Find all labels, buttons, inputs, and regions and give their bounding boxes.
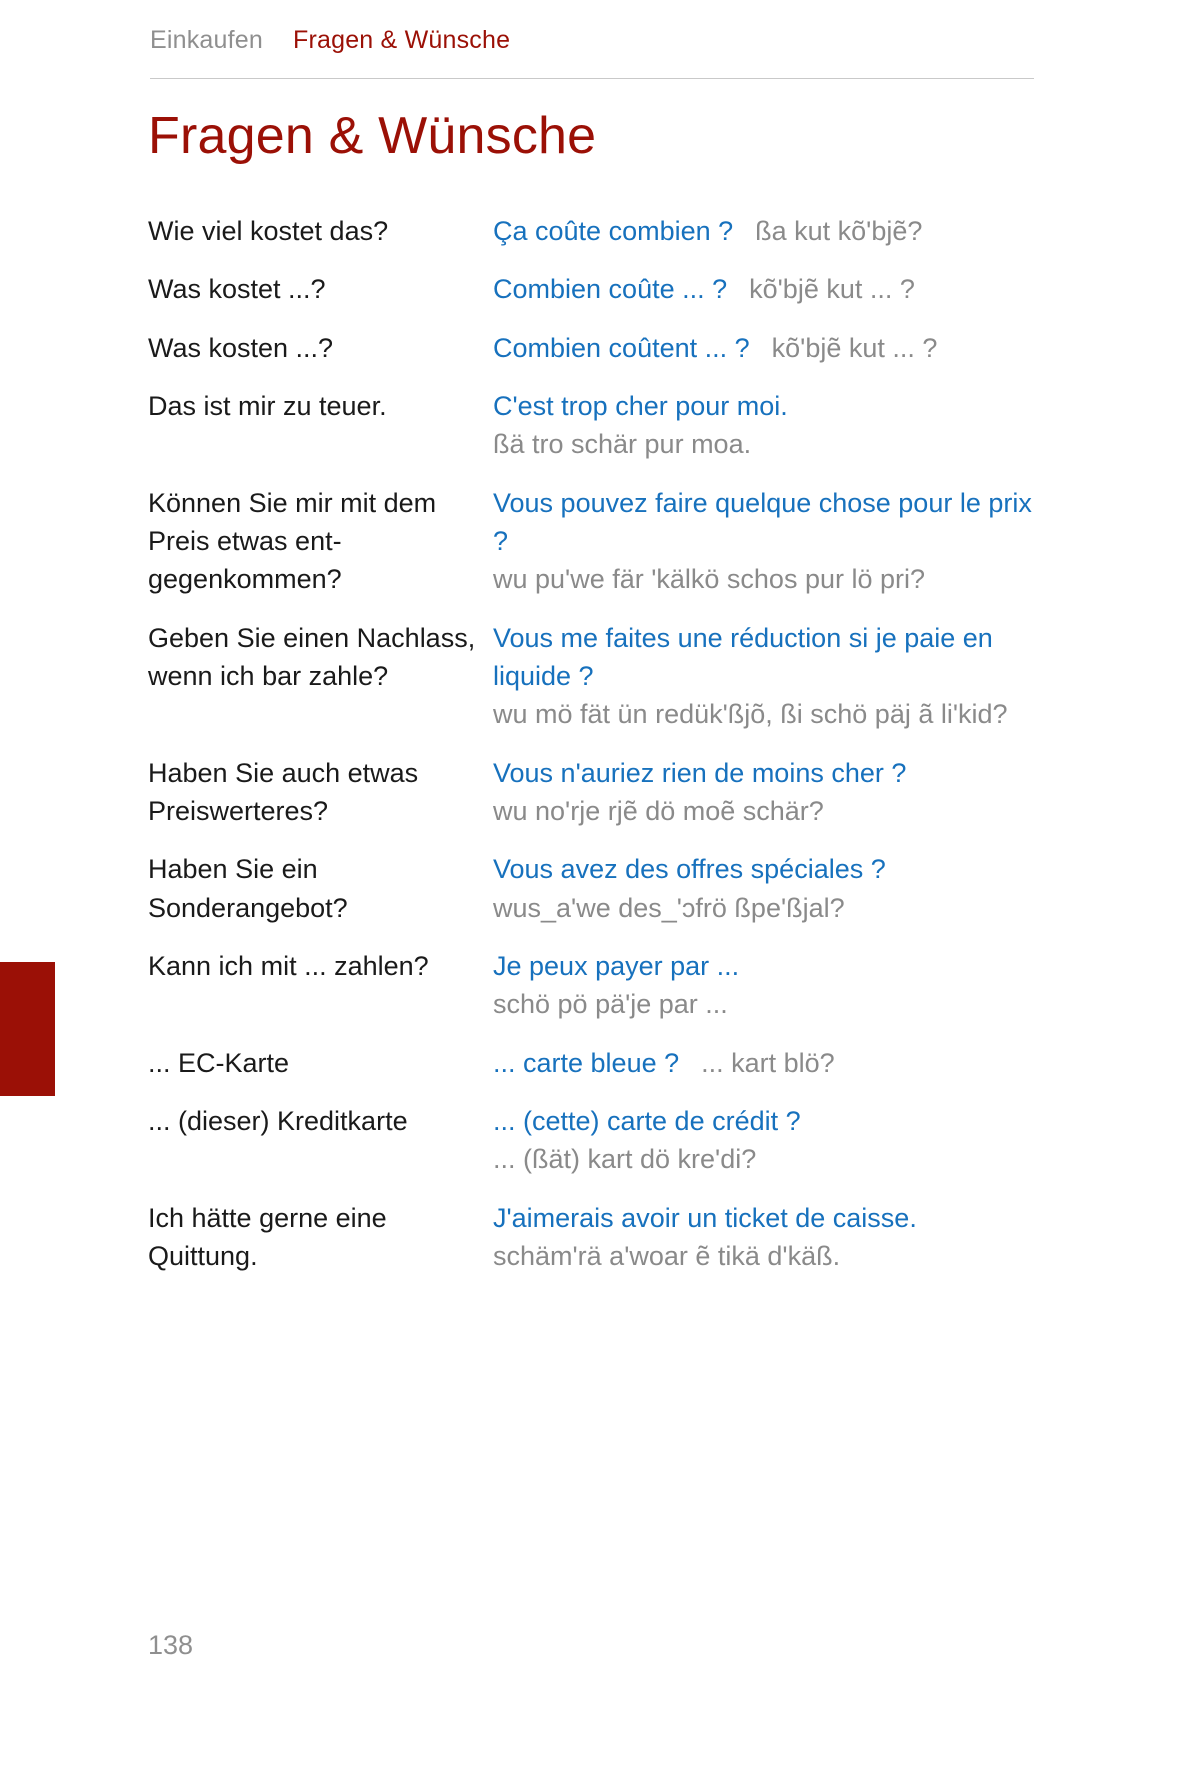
phrase-pronunciation: ßa kut kõ'bjẽ? [755, 216, 923, 246]
breadcrumb [150, 26, 1034, 55]
phrase-german: Wie viel kostet das? [148, 216, 389, 246]
phrase-french: ... (cette) carte de crédit ? [493, 1105, 801, 1136]
phrase-row [148, 329, 1048, 367]
phrase-pronunciation: ... (ßät) kart dö kre'di? [493, 1144, 757, 1175]
phrase-row [148, 1199, 1048, 1276]
breadcrumb-section: Fragen & Wünsche [293, 26, 511, 54]
phrase-row [148, 484, 1048, 599]
phrase-translation-block [493, 484, 1048, 599]
phrase-german: Was kosten ...? [148, 332, 334, 363]
phrase-row [148, 619, 1048, 734]
phrase-german: Ich hätte gerne eine Quittung. [148, 1202, 387, 1271]
phrase-german: Haben Sie ein Sonderangebot? [148, 854, 348, 923]
phrase-french: Vous avez des offres spéciales ? [493, 854, 886, 885]
phrase-french: Combien coûte ... ? [493, 274, 728, 305]
phrase-translation-block [493, 850, 1048, 927]
phrase-row [148, 1044, 1048, 1082]
phrase-pronunciation: kõ'bjẽ kut ... ? [771, 332, 938, 363]
phrase-pronunciation: kõ'bjẽ kut ... ? [749, 274, 915, 305]
phrase-pronunciation: wu pu'we fär 'kälkö schos pur lö pri? [493, 564, 926, 595]
phrase-translation-block [493, 1044, 1048, 1082]
phrase-german: ... EC-Karte [148, 1047, 290, 1078]
phrase-french: Vous pouvez faire quelque chose pour le prix ? [493, 487, 1032, 556]
phrase-french: Combien coûtent ... ? [493, 332, 750, 363]
phrase-row [148, 270, 1048, 308]
phrase-list [148, 212, 1048, 1295]
phrase-german: Das ist mir zu teuer. [148, 390, 387, 421]
phrase-french: Vous me faites une réduction si je paie en liquide ? [493, 622, 993, 691]
phrase-translation-block [493, 619, 1048, 734]
chapter-thumb-tab [0, 962, 55, 1096]
phrase-french: Vous n'auriez rien de moins cher ? [493, 757, 907, 788]
phrase-translation-block [493, 387, 1048, 464]
phrase-row [148, 1102, 1048, 1179]
breadcrumb-chapter: Einkaufen [150, 26, 263, 54]
phrase-german: Können Sie mir mit dem Preis etwas ent-gegenkommen? [148, 487, 437, 595]
phrase-pronunciation: schäm'rä a'woar ẽ tikä d'käß. [493, 1240, 841, 1271]
phrase-french: C'est trop cher pour moi. [493, 390, 788, 421]
phrase-translation-block [493, 1102, 1048, 1179]
phrase-german: Geben Sie einen Nachlass, wenn ich bar zahle? [148, 622, 476, 691]
phrase-row [148, 850, 1048, 927]
phrase-german: Kann ich mit ... zahlen? [148, 950, 429, 981]
phrase-pronunciation: schö pö pä'je par ... [493, 989, 728, 1020]
phrase-pronunciation: ßä tro schär pur moa. [493, 429, 752, 460]
phrase-translation-block [493, 329, 1048, 367]
phrase-german: ... (dieser) Kreditkarte [148, 1105, 408, 1136]
phrase-translation-block [493, 754, 1048, 831]
phrase-pronunciation: wus_a'we des_'ɔfrö ßpe'ßjal? [493, 892, 845, 923]
phrase-row [148, 754, 1048, 831]
phrase-row [148, 947, 1048, 1024]
phrase-pronunciation: wu mö fät ün redük'ßjõ, ßi schö päj ã li'kid? [493, 699, 1008, 730]
phrase-french: ... carte bleue ? [493, 1047, 680, 1078]
phrase-french: Ça coûte combien ? [493, 216, 734, 246]
phrase-row [148, 212, 1048, 250]
phrase-translation-block [493, 212, 1048, 250]
page-title: Fragen & Wünsche [148, 107, 597, 165]
phrase-german: Was kostet ...? [148, 274, 326, 305]
phrase-french: Je peux payer par ... [493, 950, 740, 981]
phrase-pronunciation: ... kart blö? [701, 1047, 835, 1078]
header-divider [150, 78, 1034, 79]
phrase-row [148, 387, 1048, 464]
phrase-translation-block [493, 947, 1048, 1024]
phrase-french: J'aimerais avoir un ticket de caisse. [493, 1202, 917, 1233]
phrase-pronunciation: wu no'rje rjẽ dö moẽ schär? [493, 795, 824, 826]
phrase-translation-block [493, 1199, 1048, 1276]
phrase-german: Haben Sie auch etwas Preiswerteres? [148, 757, 419, 826]
phrase-translation-block [493, 270, 1048, 308]
page-number: 138 [148, 1630, 194, 1660]
